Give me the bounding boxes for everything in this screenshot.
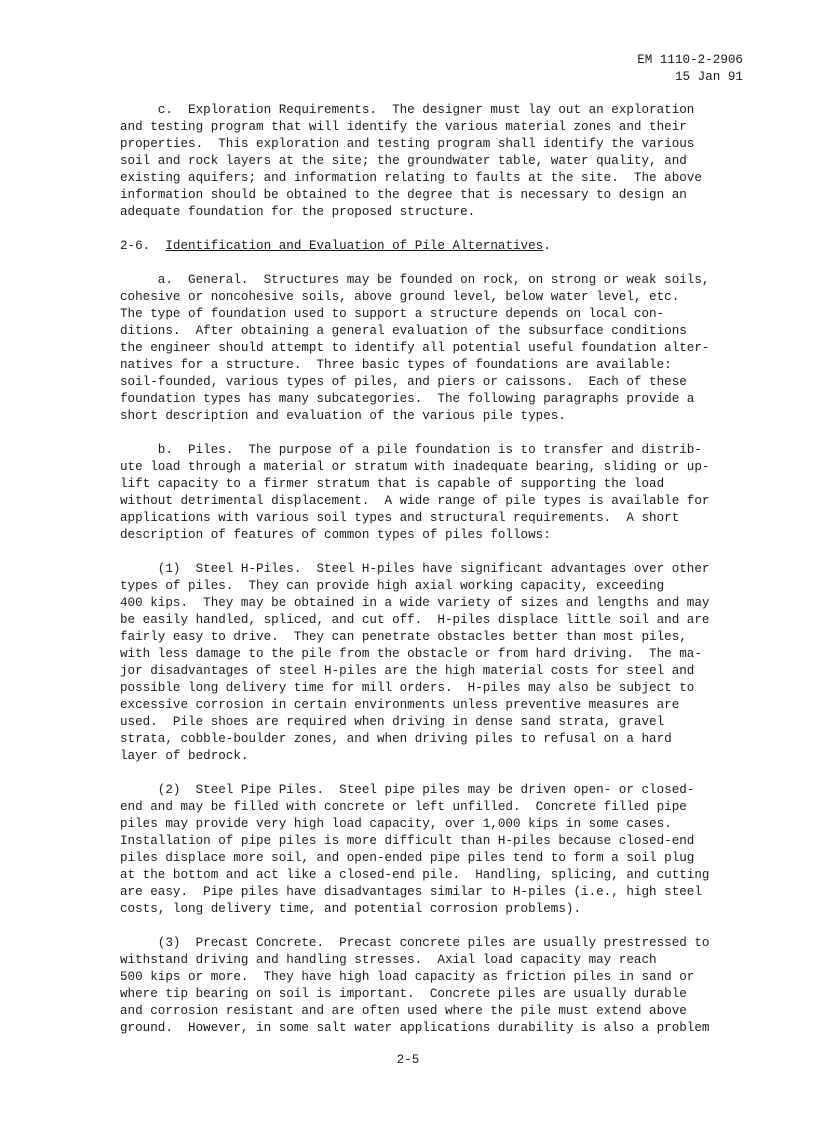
text-line: lift capacity to a firmer stratum that is capable of supporting the load: [120, 477, 665, 491]
text-line: information should be obtained to the degree that is necessary to design an: [120, 188, 687, 202]
text-line: without detrimental displacement. A wide range of pile types is available for: [120, 494, 710, 508]
text-line: with less damage to the pile from the obstacle or from hard driving. The ma-: [120, 647, 702, 661]
text-line: ute load through a material or stratum with inadequate bearing, sliding or up-: [120, 460, 710, 474]
page-number: 2-5: [396, 1053, 420, 1067]
text-line: soil and rock layers at the site; the groundwater table, water quality, and: [120, 154, 687, 168]
text-line: withstand driving and handling stresses. Axial load capacity may reach: [120, 953, 657, 967]
text-line: ground. However, in some salt water applications durability is also a problem: [120, 1021, 710, 1035]
text-line: adequate foundation for the proposed structure.: [120, 205, 476, 219]
text-line: foundation types has many subcategories. The following paragraphs provide a: [120, 392, 695, 406]
text-line: excessive corrosion in certain environments unless preventive measures are: [120, 698, 680, 712]
text-line: types of piles. They can provide high axial working capacity, exceeding: [120, 579, 665, 593]
text-line: piles may provide very high load capacity, over 1,000 kips in some cases.: [120, 817, 672, 831]
text-line: ditions. After obtaining a general evaluation of the subsurface conditions: [120, 324, 687, 338]
text-line: and corrosion resistant and are often used where the pile must extend above: [120, 1004, 687, 1018]
section-heading: [120, 238, 551, 255]
text-line: at the bottom and act like a closed-end pile. Handling, splicing, and cutting: [120, 868, 710, 882]
text-line: the engineer should attempt to identify all potential useful foundation alter-: [120, 341, 710, 355]
section-title: Identification and Evaluation of Pile Alternatives: [165, 239, 544, 253]
text-line: (3) Precast Concrete. Precast concrete piles are usually prestressed to: [120, 936, 710, 950]
text-line: a. General. Structures may be founded on rock, on strong or weak soils,: [120, 273, 710, 287]
text-line: The type of foundation used to support a structure depends on local con-: [120, 307, 665, 321]
text-line: strata, cobble-boulder zones, and when driving piles to refusal on a hard: [120, 732, 672, 746]
text-line: existing aquifers; and information relating to faults at the site. The above: [120, 171, 702, 185]
text-line: jor disadvantages of steel H-piles are the high material costs for steel and: [120, 664, 695, 678]
text-line: short description and evaluation of the various pile types.: [120, 409, 566, 423]
text-line: natives for a structure. Three basic types of foundations are available:: [120, 358, 672, 372]
text-line: used. Pile shoes are required when driving in dense sand strata, gravel: [120, 715, 665, 729]
text-line: soil-founded, various types of piles, and piers or caissons. Each of these: [120, 375, 687, 389]
text-line: are easy. Pipe piles have disadvantages similar to H-piles (i.e., high steel: [120, 885, 702, 899]
text-line: 500 kips or more. They have high load capacity as friction piles in sand or: [120, 970, 695, 984]
text-line: b. Piles. The purpose of a pile foundation is to transfer and distrib-: [120, 443, 702, 457]
text-line: piles displace more soil, and open-ended pipe piles tend to form a soil plug: [120, 851, 695, 865]
text-line: end and may be filled with concrete or left unfilled. Concrete filled pipe: [120, 800, 687, 814]
text-line: 400 kips. They may be obtained in a wide variety of sizes and lengths and may: [120, 596, 710, 610]
doc-date: 15 Jan 91: [674, 70, 743, 84]
text-line: costs, long delivery time, and potential corrosion problems).: [120, 902, 582, 916]
text-line: possible long delivery time for mill orders. H-piles may also be subject to: [120, 681, 695, 695]
text-line: cohesive or noncohesive soils, above ground level, below water level, etc.: [120, 290, 680, 304]
section-title-end: .: [543, 239, 551, 253]
text-line: properties. This exploration and testing program shall identify the various: [120, 137, 695, 151]
section-number: 2-6.: [120, 239, 166, 253]
text-line: Installation of pipe piles is more difficult than H-piles because closed-end: [120, 834, 695, 848]
text-line: fairly easy to drive. They can penetrate obstacles better than most piles,: [120, 630, 687, 644]
text-line: and testing program that will identify the various material zones and their: [120, 120, 687, 134]
text-line: c. Exploration Requirements. The designer must lay out an exploration: [120, 103, 695, 117]
text-line: layer of bedrock.: [120, 749, 249, 763]
text-line: be easily handled, spliced, and cut off. H-piles displace little soil and are: [120, 613, 710, 627]
text-line: (1) Steel H-Piles. Steel H-piles have significant advantages over other: [120, 562, 710, 576]
text-line: applications with various soil types and structural requirements. A short: [120, 511, 680, 525]
text-line: description of features of common types of piles follows:: [120, 528, 551, 542]
text-line: where tip bearing on soil is important. Concrete piles are usually durable: [120, 987, 687, 1001]
doc-number: EM 1110-2-2906: [637, 53, 743, 67]
text-line: (2) Steel Pipe Piles. Steel pipe piles may be driven open- or closed-: [120, 783, 695, 797]
